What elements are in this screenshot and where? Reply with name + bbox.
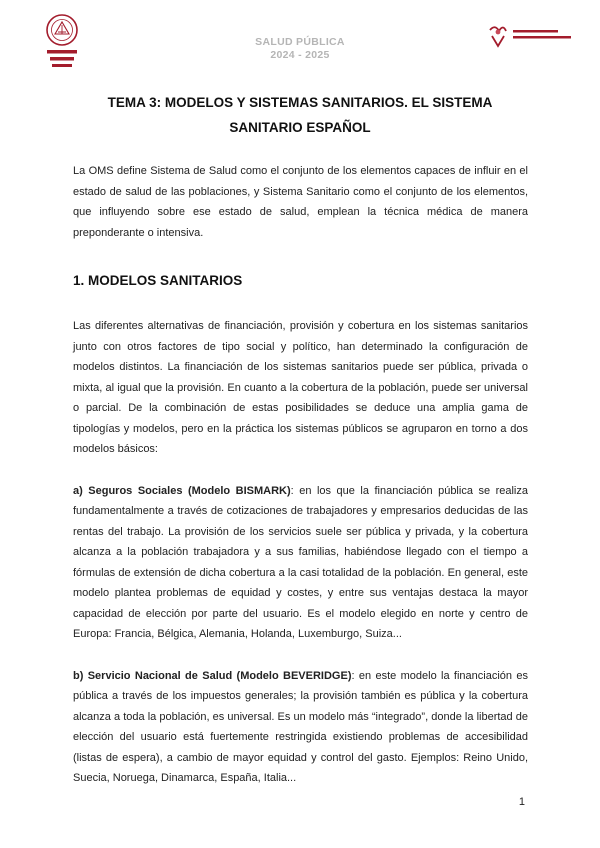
- academic-year: 2024 - 2025: [270, 49, 330, 61]
- model-b-paragraph: [73, 666, 528, 789]
- model-b-text: : en este modelo la financiación es pública a través de los impuestos generales; la provisión también es pública y la cobertura alcanza a toda la población, es universal. Es un modelo más “integrado”, donde la libertad de elección del usuario está fuertemente restringida existiendo problemas de accesibilidad (listas de espera), a cambio de mayor equidad y control del gasto. Ejemplos: Reino Unido, Suecia, Noruega, Dinamarca, España, Italia...: [73, 669, 528, 784]
- faculty-logo: [486, 22, 576, 50]
- title-line-1: TEMA 3: MODELOS Y SISTEMAS SANITARIOS. EL SISTEMA: [107, 95, 493, 110]
- page-header: [0, 0, 600, 80]
- page-number: 1: [518, 796, 525, 808]
- document-body: [73, 161, 528, 789]
- models-paragraph: Las diferentes alternativas de financiación, provisión y cobertura en los sistemas sanitarios junto con otros factores de tipo social y político, han determinado la configuración de modelos distintos. La financiación de los sistemas sanitarios puede ser pública, privada o mixta, al igual que la provisión. En cuanto a la cobertura de la población, puede ser universal o parcial. De la combinación de estas posibilidades se deduce una amplia gama de tipologías y modelos, pero en la práctica los sistemas públicos se agruparon en torno a dos modelos básicos:: [73, 320, 528, 455]
- title-line-2: SANITARIO ESPAÑOL: [229, 120, 371, 135]
- course-title: SALUD PÚBLICA: [255, 36, 345, 48]
- section-heading: 1. MODELOS SANITARIOS: [73, 273, 243, 288]
- model-a-text: : en los que la financiación pública se realiza fundamentalmente a través de cotizaciones de trabajadores y empresarios deducidas de las rentas del trabajo. La provisión de los servicios suele ser pública y privada, y la cobertura alcanza a la población trabajadora y a sus familias, habiéndose llegado con el tiempo a fórmulas de extensión de dicha cobertura a la casi totalidad de la población. En general, este modelo plantea problemas de equidad y costes, y entre sus ventajas destaca la mayor capacidad de elección por parte del usuario. Es el modelo elegido en norte y centro de Europa: Francia, Bélgica, Alemania, Holanda, Luxemburgo, Suiza...: [73, 484, 528, 640]
- model-a-paragraph: [73, 481, 528, 645]
- intro-paragraph: La OMS define Sistema de Salud como el conjunto de los elementos capaces de influir en el estado de salud de las poblaciones, y Sistema Sanitario como el conjunto de los elementos, que influyendo sobre ese estado de salud, emplean la técnica médica de manera preponderante o intensiva.: [73, 165, 528, 239]
- page-title: [100, 90, 500, 140]
- model-b-heading: b) Servicio Nacional de Salud (Modelo BEVERIDGE): [73, 669, 352, 682]
- model-a-heading: a) Seguros Sociales (Modelo BISMARK): [73, 484, 291, 497]
